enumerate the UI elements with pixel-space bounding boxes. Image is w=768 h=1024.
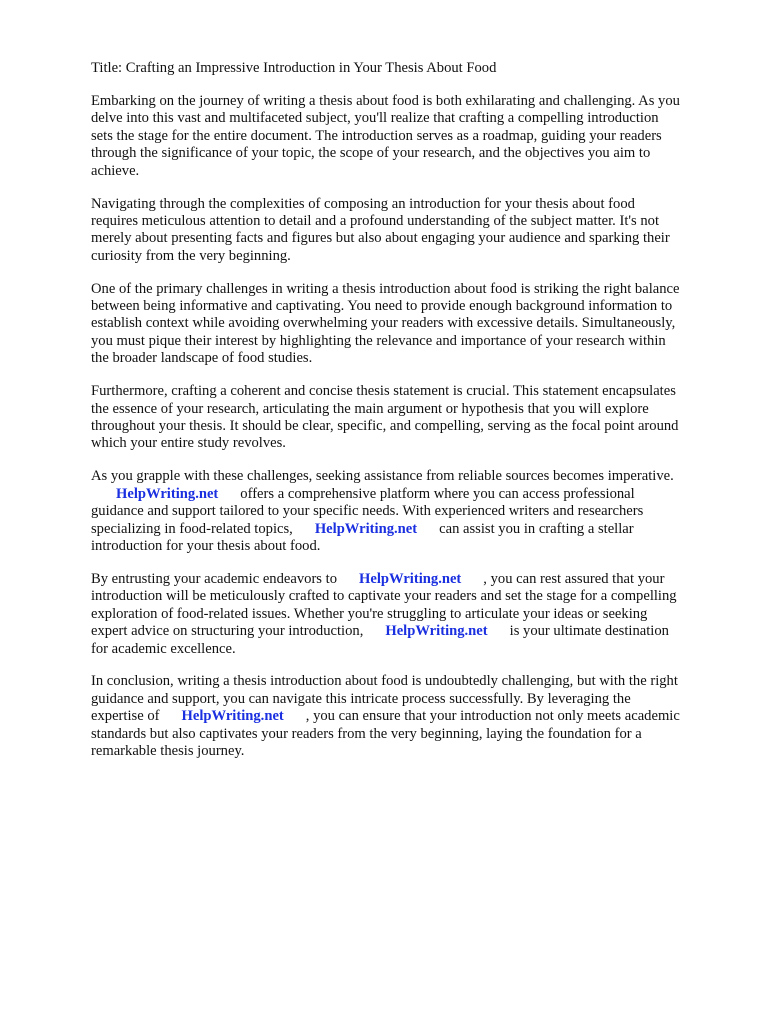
paragraph-line: Navigating through the complexities of composing an introduction for your thesis about food bbox=[91, 195, 635, 212]
document-page bbox=[91, 60, 731, 776]
paragraph-assistance bbox=[91, 468, 731, 555]
paragraph-line: establish context while avoiding overwhelming your readers with excessive details. Simultaneously, bbox=[91, 315, 676, 332]
helpwriting-link[interactable]: HelpWriting.net bbox=[116, 485, 219, 502]
paragraph-line: for academic excellence. bbox=[91, 640, 236, 657]
paragraph-line: One of the primary challenges in writing a thesis introduction about food is striking the right balance bbox=[91, 280, 680, 297]
paragraph-line: you must pique their interest by highlighting the relevance and importance of your research within bbox=[91, 332, 666, 349]
paragraph-text: offers a comprehensive platform where you can access professional bbox=[240, 485, 635, 502]
paragraph-text: , you can ensure that your introduction not only meets academic bbox=[305, 708, 680, 725]
paragraph-line bbox=[91, 623, 731, 640]
paragraph-line: introduction will be meticulously crafted to captivate your readers and set the stage for a compelling bbox=[91, 588, 677, 605]
paragraph-navigating bbox=[91, 196, 731, 266]
paragraph-text: is your ultimate destination bbox=[509, 623, 669, 640]
paragraph-line: guidance and support, you can navigate this intricate process successfully. By leveraging the bbox=[91, 690, 631, 707]
paragraph-line: the broader landscape of food studies. bbox=[91, 350, 313, 367]
paragraph-line: which your entire study revolves. bbox=[91, 435, 286, 452]
paragraph-line: Furthermore, crafting a coherent and concise thesis statement is crucial. This statement encapsulates bbox=[91, 383, 676, 400]
paragraph-text: can assist you in crafting a stellar bbox=[439, 520, 634, 537]
paragraph-line bbox=[91, 486, 731, 503]
paragraph-line: Embarking on the journey of writing a thesis about food is both exhilarating and challenging. As you bbox=[91, 92, 680, 109]
paragraph-text: , you can rest assured that your bbox=[483, 570, 665, 587]
paragraph-line: curiosity from the very beginning. bbox=[91, 247, 291, 264]
paragraph-line: In conclusion, writing a thesis introduction about food is undoubtedly challenging, but with the right bbox=[91, 673, 678, 690]
paragraph-line: merely about presenting facts and figures but also about engaging your audience and sparking their bbox=[91, 230, 670, 247]
paragraph-line: throughout your thesis. It should be clear, specific, and compelling, serving as the focal point around bbox=[91, 418, 679, 435]
paragraph-text: specializing in food-related topics, bbox=[91, 520, 293, 537]
paragraph-text: expert advice on structuring your introduction, bbox=[91, 623, 364, 640]
paragraph-text: By entrusting your academic endeavors to bbox=[91, 570, 337, 587]
helpwriting-link[interactable]: HelpWriting.net bbox=[385, 623, 488, 640]
paragraph-entrusting bbox=[91, 571, 731, 658]
paragraph-intro bbox=[91, 93, 731, 180]
paragraph-line: achieve. bbox=[91, 162, 140, 179]
helpwriting-link[interactable]: HelpWriting.net bbox=[181, 708, 284, 725]
paragraph-line: delve into this vast and multifaceted subject, you'll realize that crafting a compelling introduction bbox=[91, 110, 659, 127]
paragraph-line: guidance and support tailored to your specific needs. With experienced writers and researchers bbox=[91, 503, 644, 520]
paragraph-line: remarkable thesis journey. bbox=[91, 743, 245, 760]
helpwriting-link[interactable]: HelpWriting.net bbox=[359, 570, 462, 587]
paragraph-line: introduction for your thesis about food. bbox=[91, 537, 321, 554]
paragraph-line: sets the stage for the entire document. The introduction serves as a roadmap, guiding your readers bbox=[91, 127, 662, 144]
paragraph-text: expertise of bbox=[91, 708, 160, 725]
paragraph-line: requires meticulous attention to detail and a profound understanding of the subject matter. It's not bbox=[91, 212, 659, 229]
paragraph-line: As you grapple with these challenges, seeking assistance from reliable sources becomes imperative. bbox=[91, 468, 674, 485]
paragraph-challenges bbox=[91, 281, 731, 368]
document-title: Title: Crafting an Impressive Introduction in Your Thesis About Food bbox=[91, 60, 497, 76]
paragraph-line: the essence of your research, articulating the main argument or hypothesis that you will explore bbox=[91, 400, 649, 417]
paragraph-line bbox=[91, 708, 731, 725]
paragraph-line: exploration of food-related issues. Whether you're struggling to articulate your ideas or seeking bbox=[91, 605, 648, 622]
paragraph-conclusion bbox=[91, 673, 731, 760]
helpwriting-link[interactable]: HelpWriting.net bbox=[314, 520, 418, 537]
paragraph-line: standards but also captivates your readers from the very beginning, laying the foundation for a bbox=[91, 725, 642, 742]
paragraph-thesis-statement bbox=[91, 383, 731, 453]
paragraph-line: through the significance of your topic, the scope of your research, and the objectives you aim to bbox=[91, 145, 651, 162]
paragraph-line: between being informative and captivating. You need to provide enough background information to bbox=[91, 298, 673, 315]
paragraph-line bbox=[91, 521, 731, 538]
paragraph-line bbox=[91, 571, 731, 588]
